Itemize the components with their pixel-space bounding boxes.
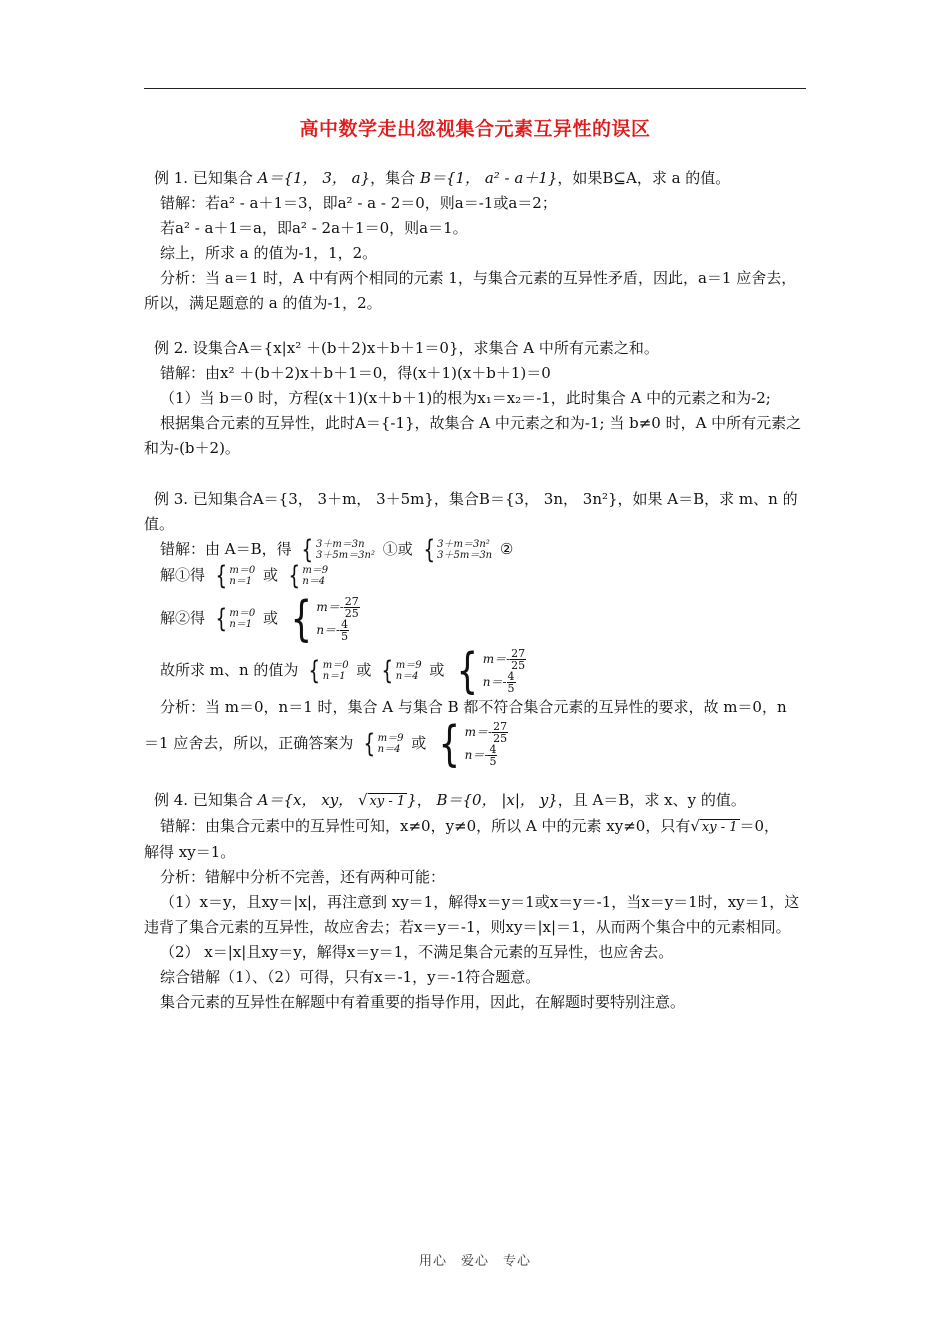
system-b: { 3＋m＝3n² 3＋5m＝3n <box>423 535 493 565</box>
page-footer: 用心 爱心 专心 <box>418 1254 531 1269</box>
ex3-question: 例 3. 已知集合A＝{3， 3＋m， 3＋5m}，集合B＝{3， 3n， 3n²}，如果 A＝B，求 m、n 的值。 <box>144 490 798 533</box>
ex4-closing-note: 集合元素的互异性在解题中有着重要的指导作用，因此，在解题时要特别注意。 <box>160 993 686 1011</box>
ex1-wrong-solution: 错解：若a² - a＋1＝3，即a² - a - 2＝0，则a＝-1或a＝2； <box>160 194 557 212</box>
ex3-wrong-solution: 错解：由 A＝B，得 { 3＋m＝3n 3＋5m＝3n² ①或 { 3＋m＝3n² 3＋5m＝3n ② <box>160 535 514 565</box>
ex3-analysis-2: ＝1 应舍去，所以，正确答案为 { m＝9 n＝4 或 { m＝- $\frac{27}{25}$ n＝- $\frac{4}{5}$ <box>144 716 508 772</box>
ex1-question: 例 1. 已知集合 A＝{1， 3， a}，集合 B＝{1， a² - a＋1}，如果B⊆A，求 a 的值。 <box>154 169 731 187</box>
ex4-case-1: （1）x＝y，且xy＝|x|，再注意到 xy＝1，解得x＝y＝1或x＝y＝-1，当x＝y＝1时，xy＝1，这违背了集合元素的互异性，故应舍去；若x＝y＝-1，则xy＝|x|＝1，从而两个集合中的元素相同。 <box>144 893 800 936</box>
ex4-wrong-result: 解得 xy＝1。 <box>144 843 236 861</box>
ex4-question: 例 4. 已知集合 A＝{x， xy， √ xy - 1 }， B＝{0， |x|， y}，且 A＝B，求 x、y 的值。 <box>154 791 746 809</box>
ex2-question: 例 2. 设集合A＝{x|x² ＋(b＋2)x＋b＋1＝0}，求集合 A 中所有元素之和。 <box>154 339 659 357</box>
ex4-wrong-solution: 错解：由集合元素中的互异性可知，x≠0，y≠0，所以 A 中的元素 xy≠0，只有√ xy - 1 ＝0， <box>160 817 780 835</box>
ex2-case-1: （1）当 b＝0 时，方程(x＋1)(x＋b＋1)的根为x₁＝x₂＝-1，此时集合 A 中的元素之和为-2; <box>160 389 771 407</box>
ex3-answer: 故所求 m、n 的值为 { m＝0 n＝1 或 { m＝9 n＝4 或 { m＝- $\frac{27}{25}$ n＝- $\frac{4}{5}$ <box>160 643 526 699</box>
ex1-case-2: 若a² - a＋1＝a，即a² - 2a＋1＝0，则a＝1。 <box>160 219 468 237</box>
ex4-case-2: （2） x＝|x|且xy＝y，解得x＝y＝1，不满足集合元素的互异性，也应舍去。 <box>160 943 674 961</box>
header-rule <box>144 88 806 89</box>
ex3-analysis-1: 分析：当 m＝0，n＝1 时，集合 A 与集合 B 都不符合集合元素的互异性的要求，故 m＝0，n <box>160 698 787 716</box>
ex3-solve-1: 解①得 { m＝0 n＝1 或 { m＝9 n＝4 <box>160 561 329 591</box>
ex4-conclusion: 综合错解（1）、（2）可得，只有x＝-1，y＝-1符合题意。 <box>160 968 541 986</box>
ex2-wrong-solution: 错解：由x² ＋(b＋2)x＋b＋1＝0，得(x＋1)(x＋b＋1)＝0 <box>160 364 551 382</box>
ex2-case-2: 根据集合元素的互异性，此时A＝{-1}，故集合 A 中元素之和为-1; 当 b≠0 时，A 中所有元素之和为-(b＋2)。 <box>144 414 802 457</box>
ex3-solve-2: 解②得 { m＝0 n＝1 或 { m＝- $\frac{27}{25}$ n＝- $\frac{4}{5}$ <box>160 591 359 647</box>
ex1-summary: 综上，所求 a 的值为-1，1，2。 <box>160 244 378 262</box>
ex1-analysis: 分析：当 a＝1 时，A 中有两个相同的元素 1，与集合元素的互异性矛盾，因此，a＝1 应舍去，所以，满足题意的 a 的值为-1，2。 <box>144 269 797 312</box>
document-title: 高中数学走出忽视集合元素互异性的误区 <box>299 118 651 140</box>
ex4-analysis: 分析：错解中分析不完善，还有两种可能： <box>160 868 446 886</box>
document-body <box>144 166 806 1015</box>
system-a: { 3＋m＝3n 3＋5m＝3n² <box>301 535 375 565</box>
